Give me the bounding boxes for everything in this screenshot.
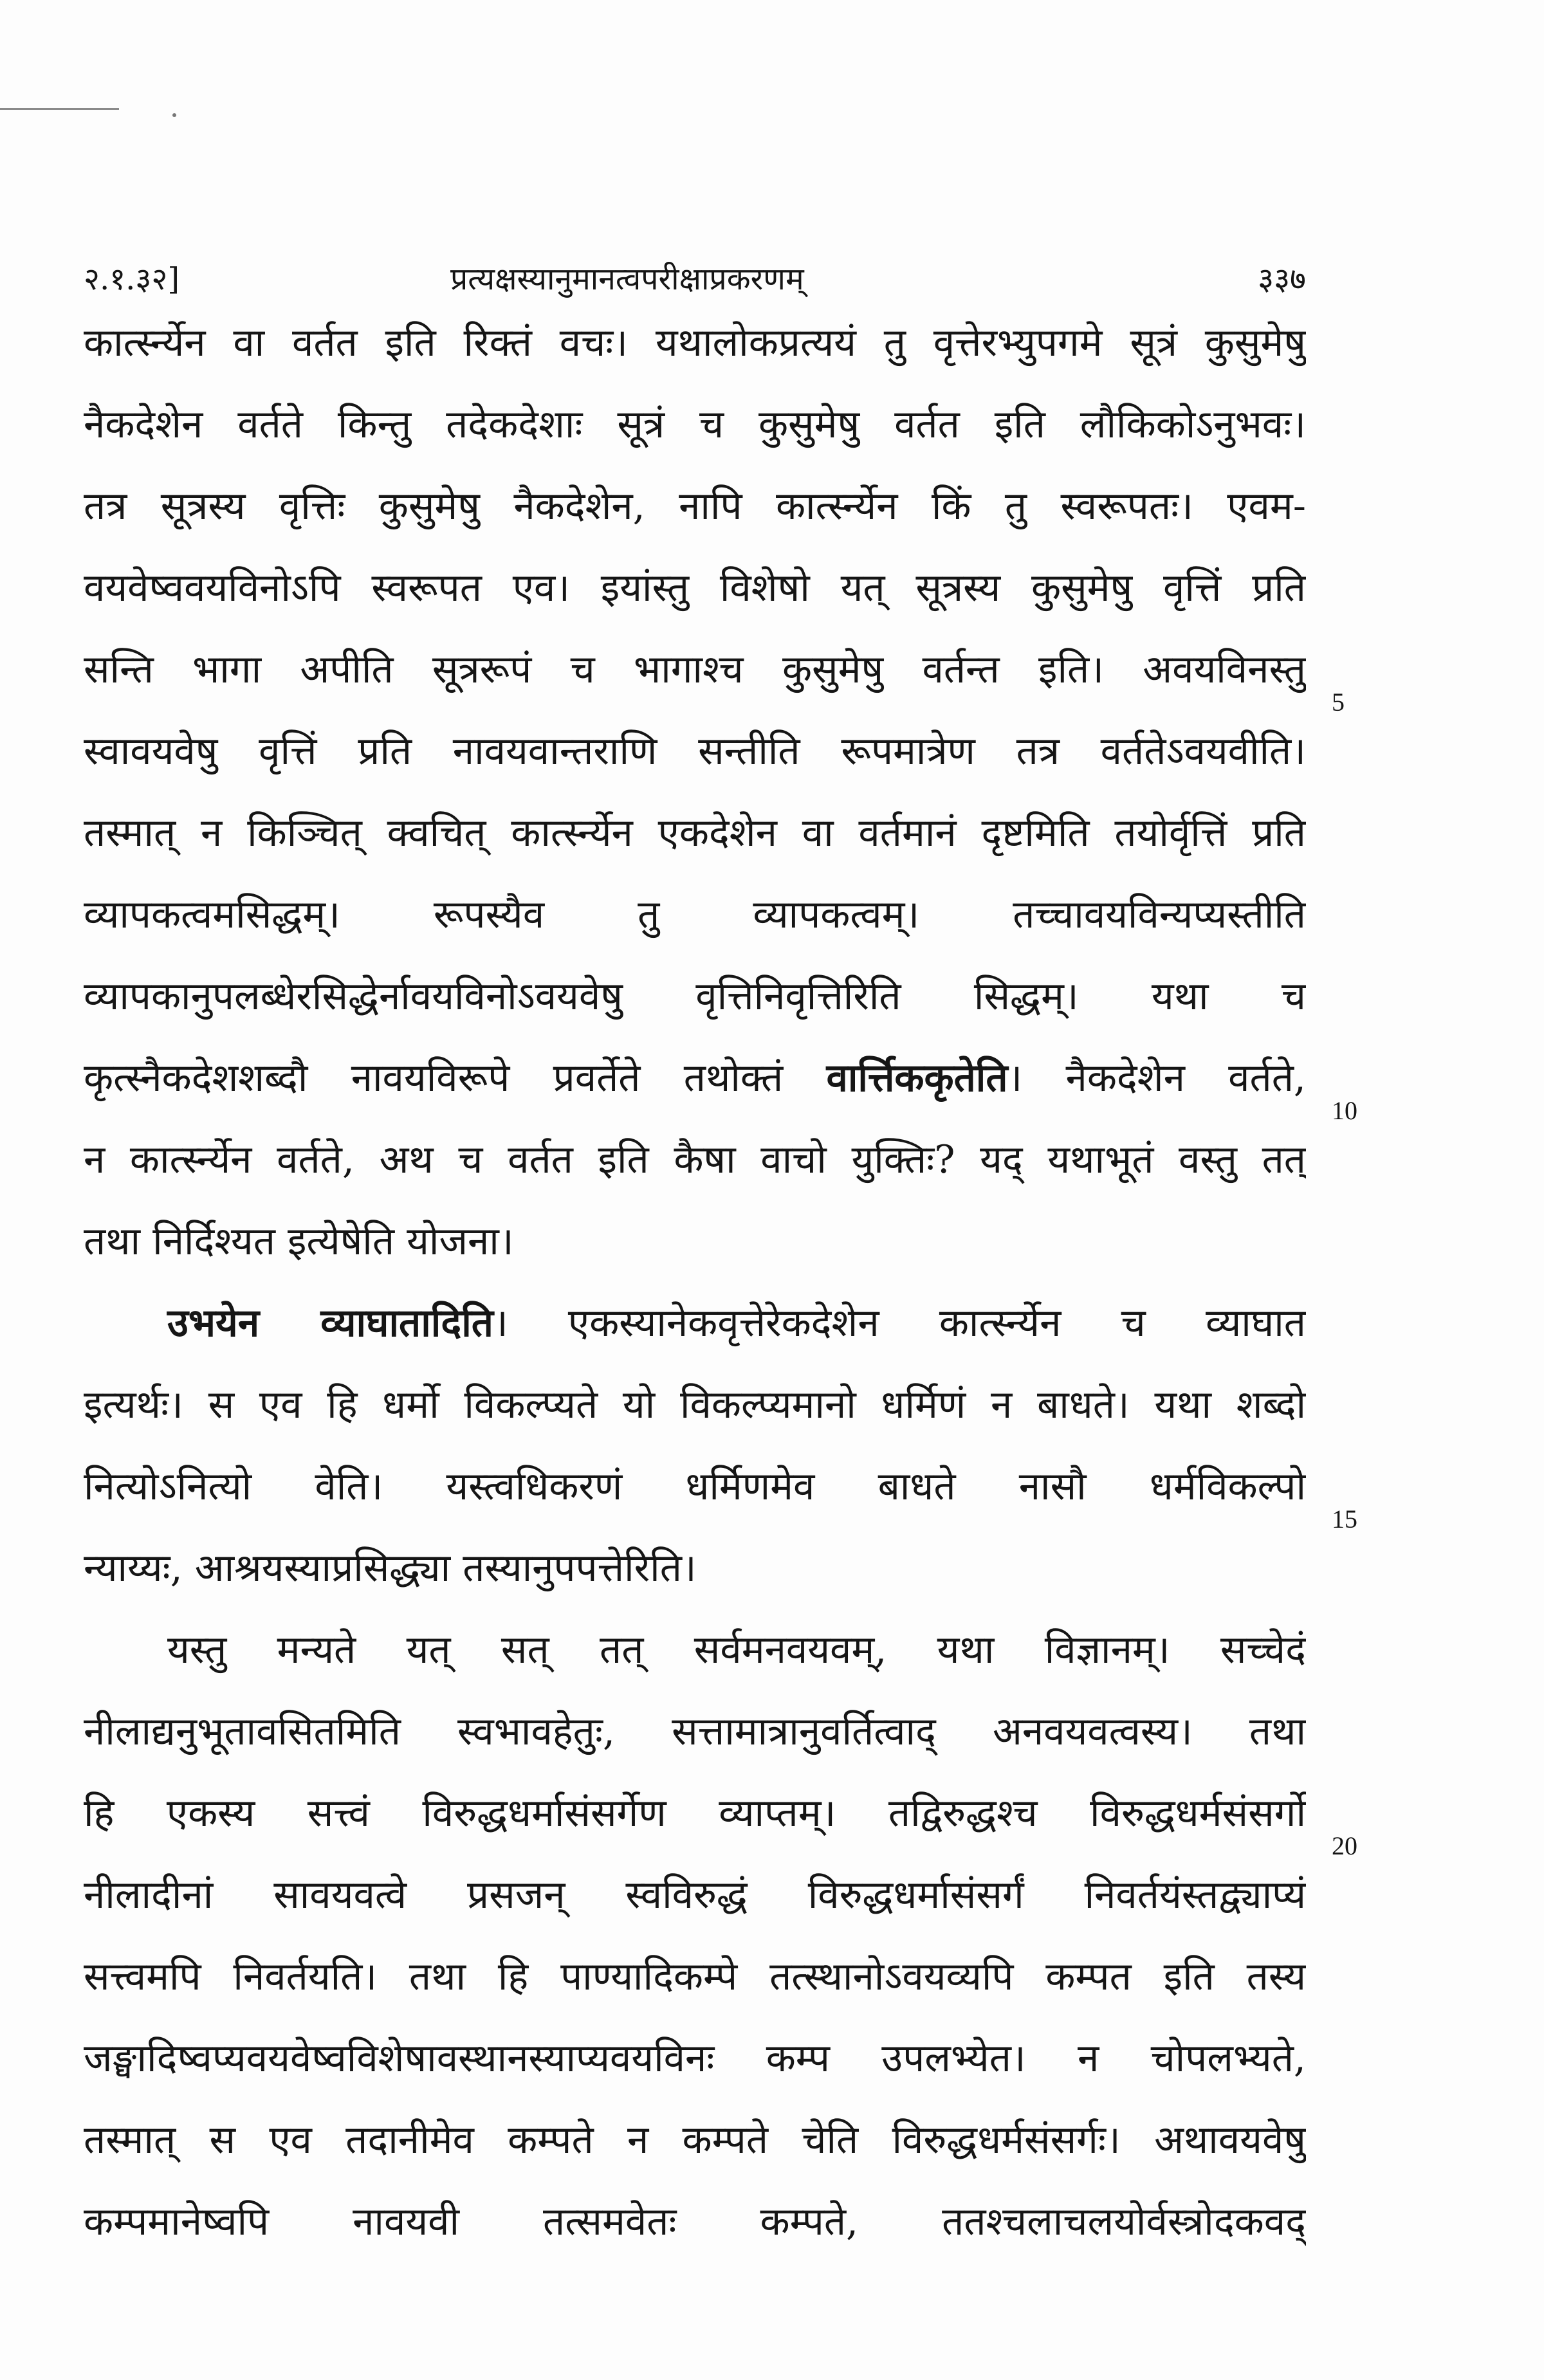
text-line-with-bold: [84, 1038, 1306, 1119]
scan-edge-mark: [0, 108, 119, 110]
text-line: कार्त्स्न्येन वा वर्तत इति रिक्तं वचः। यथालोकप्रत्ययं तु वृत्तेरभ्युपगमे सूत्रं कुसुमेषु: [84, 320, 1306, 365]
text-line: इत्यर्थः। स एव हि धर्मो विकल्प्यते यो विकल्प्यमानो धर्मिणं न बाधते। यथा शब्दो: [84, 1382, 1306, 1427]
line-number-10: 10: [1332, 1096, 1357, 1125]
text-line: हि एकस्य सत्त्वं विरुद्धधर्मासंसर्गेण व्याप्तम्। तद्विरुद्धश्च विरुद्धधर्मसंसर्गो: [84, 1791, 1306, 1836]
text-segment: । एकस्यानेकवृत्तेरेकदेशेन कार्त्स्न्येन च व्याघात: [493, 1301, 1306, 1346]
text-line: सत्त्वमपि निवर्तयति। तथा हि पाण्यादिकम्पे तत्स्थानोऽवयव्यपि कम्पत इति तस्य: [84, 1954, 1306, 1999]
running-title: प्रत्यक्षस्यानुमानत्वपरीक्षाप्रकरणम्: [450, 261, 804, 297]
text-segment: कृत्स्नैकदेशशब्दौ नावयविरूपे प्रवर्तेते तथोक्तं: [84, 1056, 827, 1101]
text-line: तस्मात् स एव तदानीमेव कम्पते न कम्पते चेति विरुद्धधर्मसंसर्गः। अथावयवेषु: [84, 2118, 1306, 2163]
text-line: नैकदेशेन वर्तते किन्तु तदेकदेशाः सूत्रं च कुसुमेषु वर्तत इति लौकिकोऽनुभवः।: [84, 402, 1306, 447]
text-line-with-bold: [84, 1283, 1306, 1364]
running-header: [84, 244, 1306, 302]
text-line: वयवेष्ववयविनोऽपि स्वरूपत एव। इयांस्तु विशेषो यत् सूत्रस्य कुसुमेषु वृत्तिं प्रति: [84, 565, 1306, 610]
text-line: नीलाद्यनुभूतावसितमिति स्वभावहेतुः, सत्तामात्रानुवर्तित्वाद् अनवयवत्वस्य। तथा: [84, 1709, 1306, 1754]
text-line: व्यापकत्वमसिद्धम्। रूपस्यैव तु व्यापकत्वम्। तच्चावयविन्यप्यस्तीति: [84, 892, 1306, 937]
line-number-5: 5: [1332, 688, 1345, 717]
text-line: तस्मात् न किञ्चित् क्वचित् कार्त्स्न्येन एकदेशेन वा वर्तमानं दृष्टमिति तयोर्वृत्तिं प्रति: [84, 810, 1306, 856]
scan-dot: [172, 113, 176, 117]
bold-pratika: उभयेन व्याघातादिति: [167, 1301, 493, 1346]
text-line: स्वावयवेषु वृत्तिं प्रति नावयवान्तराणि सन्तीति रूपमात्रेण तत्र वर्ततेऽवयवीति।: [84, 729, 1306, 774]
text-line: नित्योऽनित्यो वेति। यस्त्वधिकरणं धर्मिणमेव बाधते नासौ धर्मविकल्पो: [84, 1464, 1306, 1509]
text-segment: । नैकदेशेन वर्तते,: [1007, 1056, 1306, 1101]
page-number: ३३७: [1258, 261, 1306, 297]
line-number-15: 15: [1332, 1505, 1357, 1533]
bold-quotation: वार्त्तिककृतेति: [826, 1056, 1008, 1101]
text-line: तत्र सूत्रस्य वृत्तिः कुसुमेषु नैकदेशेन, नापि कार्त्स्न्येन किं तु स्वरूपतः। एवम-: [84, 484, 1306, 529]
text-line: व्यापकानुपलब्धेरसिद्धेर्नावयविनोऽवयवेषु वृत्तिनिवृत्तिरिति सिद्धम्। यथा च: [84, 974, 1306, 1019]
text-line: न्याय्यः, आश्रयस्याप्रसिद्ध्या तस्यानुपपत्तेरिति।: [84, 1546, 697, 1591]
text-line: न कार्त्स्न्येन वर्तते, अथ च वर्तत इति कैषा वाचो युक्तिः? यद् यथाभूतं वस्तु तत्: [84, 1137, 1306, 1182]
text-line: यस्तु मन्यते यत् सत् तत् सर्वमनवयवम्, यथा विज्ञानम्। सच्चेदं: [167, 1627, 1306, 1672]
section-reference: २.१.३२]: [84, 261, 180, 297]
line-number-20: 20: [1332, 1831, 1357, 1860]
text-line: सन्ति भागा अपीति सूत्ररूपं च भागाश्च कुसुमेषु वर्तन्त इति। अवयविनस्तु: [84, 647, 1306, 692]
text-line: तथा निर्दिश्यत इत्येषेति योजना।: [84, 1219, 514, 1264]
body-text: [84, 302, 1306, 2263]
text-line: कम्पमानेष्वपि नावयवी तत्समवेतः कम्पते, ततश्चलाचलयोर्वस्त्रोदकवद्: [84, 2199, 1306, 2244]
text-line: नीलादीनां सावयवत्वे प्रसजन् स्वविरुद्धं विरुद्धधर्मासंसर्गं निवर्तयंस्तद्व्याप्यं: [84, 1872, 1306, 1918]
text-line: जङ्घादिष्वप्यवयवेष्वविशेषावस्थानस्याप्यवयविनः कम्प उपलभ्येत। न चोपलभ्यते,: [84, 2036, 1306, 2081]
